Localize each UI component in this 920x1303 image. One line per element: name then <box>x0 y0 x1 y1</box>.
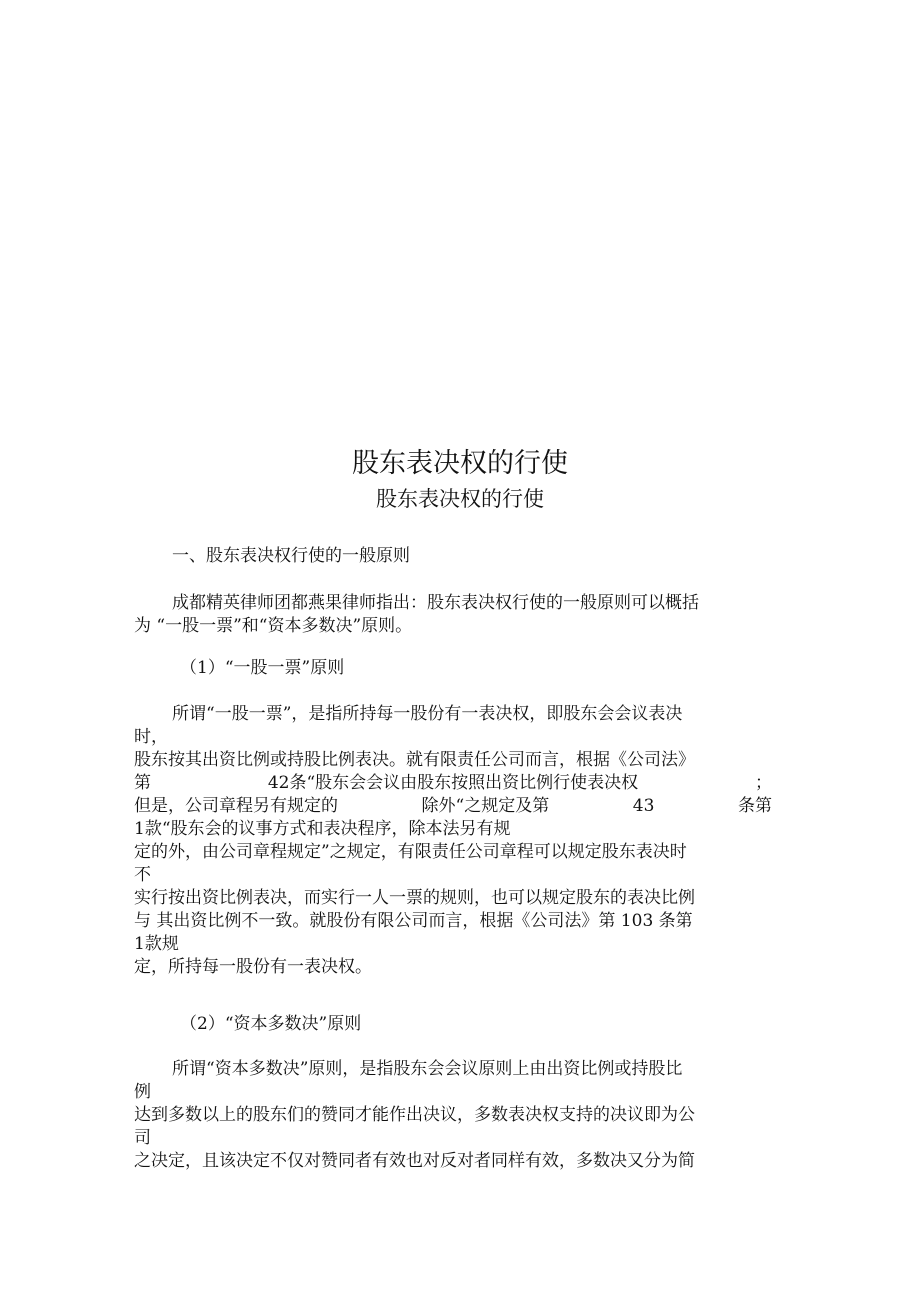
section-heading <box>134 545 772 568</box>
paragraph-line: 定，所持每一股份有一表决权。 <box>134 957 372 977</box>
paragraph-line: 不 <box>134 865 151 885</box>
paragraph-line: 1款规 <box>134 934 179 954</box>
subsection-heading-text: （1）“一股一票”原则 <box>180 658 345 678</box>
subsection-heading <box>134 1013 772 1036</box>
paragraph-line: 达到多数以上的股东们的赞同才能作出决议，多数表决权支持的决议即为公 <box>134 1105 695 1125</box>
paragraph-line: 例 <box>134 1082 151 1102</box>
paragraph-line: 与 其出资比例不一致。就股份有限公司而言，根据《公司法》第 103 条第 <box>134 911 693 931</box>
paragraph-line: 股东按其出资比例或持股比例表决。就有限责任公司而言，根据《公司法》 <box>134 750 695 770</box>
subsection-heading <box>134 657 772 680</box>
text-fragment: 除外“之规定及第 <box>421 796 550 816</box>
paragraph-line: 成都精英律师团都燕果律师指出：股东表决权行使的一般原则可以概括 <box>172 593 699 613</box>
text-fragment: 42条“股东会会议由股东按照出资比例行使表决权 <box>267 773 639 793</box>
subsection-heading-text: （2）“资本多数决”原则 <box>180 1014 362 1034</box>
text-fragment: 条第 <box>737 796 772 816</box>
document-title: 股东表决权的行使 <box>352 448 568 479</box>
paragraph-line: 1款“股东会的议事方式和表决程序，除本法另有规 <box>134 819 511 839</box>
text-fragment: 43 <box>632 796 655 816</box>
paragraph-line: 时， <box>134 727 168 747</box>
text-fragment: ； <box>754 773 772 793</box>
paragraph-line: 之决定，且该决定不仅对赞同者有效也对反对者同样有效，多数决又分为简 <box>134 1151 695 1171</box>
paragraph-line: 所谓“资本多数决”原则，是指股东会会议原则上由出资比例或持股比 <box>172 1059 683 1079</box>
section-heading-text: 一、股东表决权行使的一般原则 <box>172 546 410 566</box>
paragraph-line <box>134 772 772 795</box>
document-subtitle: 股东表决权的行使 <box>376 487 544 511</box>
paragraph-one-share-one-vote <box>134 703 772 979</box>
intro-paragraph <box>134 592 772 638</box>
paragraph-line: 实行按出资比例表决，而实行一人一票的规则，也可以规定股东的表决比例 <box>134 888 695 908</box>
text-fragment: 第 <box>134 773 151 793</box>
text-fragment: 但是，公司章程另有规定的 <box>134 796 338 816</box>
paragraph-line: 为 “一股一票”和“资本多数决”原则。 <box>134 616 413 636</box>
paragraph-capital-majority <box>134 1058 772 1173</box>
paragraph-line: 定的外，由公司章程规定”之规定，有限责任公司章程可以规定股东表决时 <box>134 842 687 862</box>
paragraph-line: 司 <box>134 1128 151 1148</box>
paragraph-line: 所谓“一股一票”，是指所持每一股份有一表决权，即股东会会议表决 <box>172 704 683 724</box>
paragraph-line <box>134 795 772 818</box>
